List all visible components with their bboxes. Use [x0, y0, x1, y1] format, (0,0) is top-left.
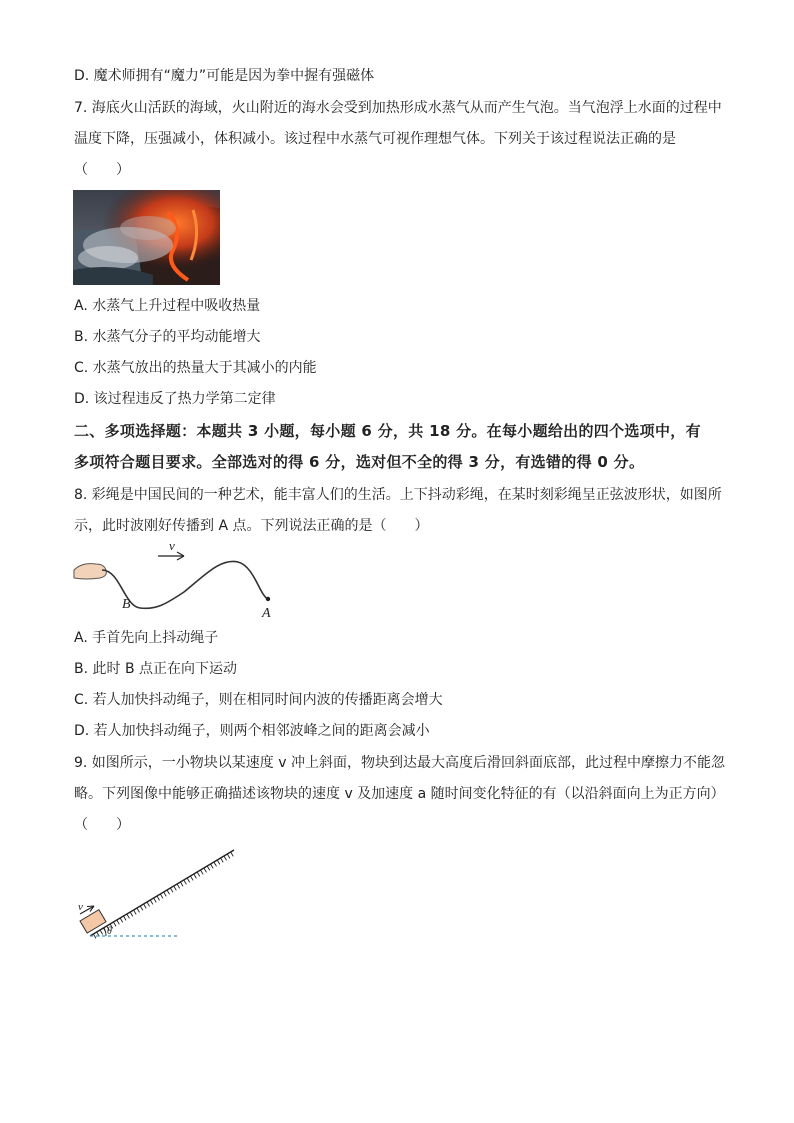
q8-option-b: B. 此时 B 点正在向下运动 — [74, 661, 238, 677]
q7-option-a: A. 水蒸气上升过程中吸收热量 — [74, 298, 261, 314]
q7-option-d: D. 该过程违反了热力学第二定律 — [74, 391, 276, 407]
hand-icon — [74, 564, 106, 579]
q7-stem-line1: 7. 海底火山活跃的海域，火山附近的海水会受到加热形成水蒸气从而产生气泡。当气泡浮上水面的过程中 — [74, 100, 722, 116]
q9-answer-blank: （ ） — [74, 817, 130, 833]
point-a-dot — [266, 597, 270, 601]
q8-stem-line1: 8. 彩绳是中国民间的一种艺术，能丰富人们的生活。上下抖动彩绳，在某时刻彩绳呈正弦波形状，如图所 — [74, 487, 722, 503]
volcano-lava-photo — [73, 190, 220, 285]
q7-option-b: B. 水蒸气分子的平均动能增大 — [74, 329, 261, 345]
section2-heading-line2: 多项符合题目要求。全部选对的得 6 分，选对但不全的得 3 分，有选错的得 0 分。 — [74, 453, 645, 471]
velocity-label: v — [169, 538, 175, 553]
incline-surface — [90, 850, 234, 936]
q8-option-c: C. 若人加快抖动绳子，则在相同时间内波的传播距离会增大 — [74, 692, 443, 708]
q8-option-a: A. 手首先向上抖动绳子 — [74, 630, 219, 646]
q9-stem-line2: 略。下列图像中能够正确描述该物块的速度 v 及加速度 a 随时间变化特征的有（以沿斜面向上为正方向） — [74, 786, 725, 802]
point-b-label: B — [122, 597, 131, 612]
section2-heading-line1: 二、多项选择题：本题共 3 小题，每小题 6 分，共 18 分。在每小题给出的四个选项中，有 — [74, 422, 701, 440]
angle-theta-label: θ — [107, 926, 112, 937]
angle-arc — [104, 928, 106, 936]
incline-hatching — [93, 852, 233, 938]
q7-answer-blank: （ ） — [74, 162, 130, 178]
incline-figure — [72, 842, 242, 942]
q6-option-d: D. 魔术师拥有“魔力”可能是因为拳中握有强磁体 — [74, 68, 375, 84]
q8-stem-line2: 示，此时波刚好传播到 A 点。下列说法正确的是（ ） — [74, 518, 429, 534]
rope-wave-figure — [72, 536, 282, 624]
q7-stem-line2: 温度下降，压强减小，体积减小。该过程中水蒸气可视作理想气体。下列关于该过程说法正确的是 — [74, 131, 676, 147]
q9-stem-line1: 9. 如图所示，一小物块以某速度 v 冲上斜面，物块到达最大高度后滑回斜面底部，此过程中摩擦力不能忽 — [74, 755, 725, 771]
velocity-label: v — [78, 901, 83, 913]
q7-option-c: C. 水蒸气放出的热量大于其减小的内能 — [74, 360, 317, 376]
point-a-label: A — [262, 606, 271, 621]
q8-option-d: D. 若人加快抖动绳子，则两个相邻波峰之间的距离会减小 — [74, 723, 430, 739]
